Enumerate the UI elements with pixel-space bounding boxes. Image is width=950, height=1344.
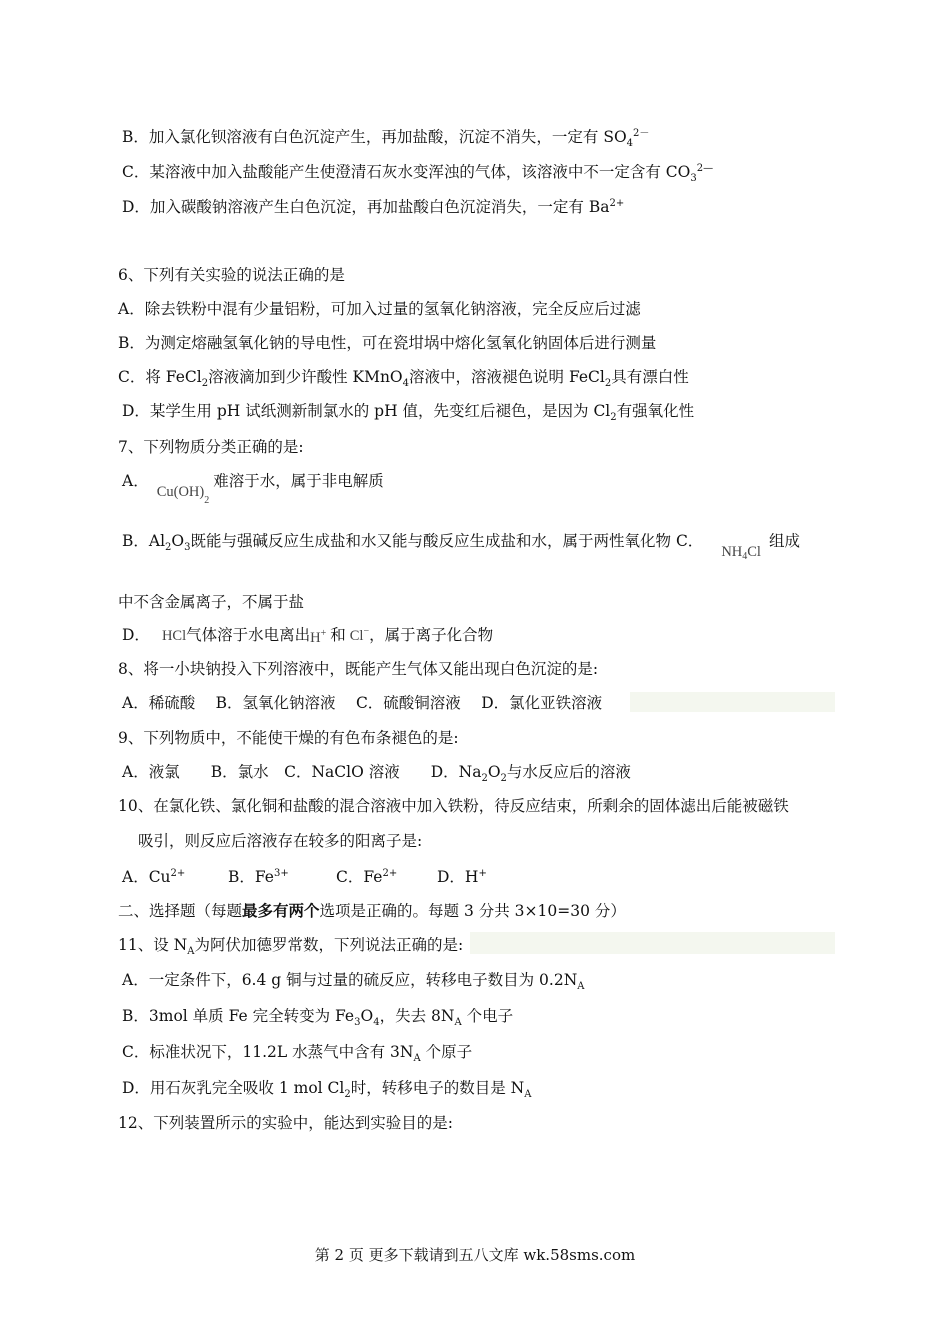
q10-option-b: B．$Fe^{3+}$ [228,867,289,886]
q12-stem: 12、下列装置所示的实验中，能达到实验目的是: [118,1114,453,1132]
page-footer: 第 2 页 更多下载请到五八文库 wk.58sms.com [314,1246,636,1264]
q10-option-c: C．$Fe^{2+}$ [336,867,398,886]
q11-stem: 11、设 $N_A$为阿伏加德罗常数，下列说法正确的是: [118,936,464,958]
q7-option-a: A．$Cu(OH)_2$难溶于水，属于非电解质 [122,472,384,506]
q7-option-d: D． HCl气体溶于水电离出H+ 和 Cl−，属于离子化合物 [122,626,494,646]
q10-option-d: D．H+ [437,867,487,886]
q10-stem-line1: 10、在氯化铁、氯化铜和盐酸的混合溶液中加入铁粉，待反应结束，所剩余的固体滤出后能被磁铁 [118,797,789,815]
scan-shade [470,932,835,954]
section-2-heading: 二、选择题（每题最多有两个选项是正确的。每题 3 分共 3×10=30 分） [118,901,626,920]
scan-shade [630,692,835,712]
q6-option-b: B．为测定熔融氢氧化钠的导电性，可在瓷坩埚中熔化氢氧化钠固体后进行测量 [118,334,657,352]
q7-option-c-continued: 中不含金属离子，不属于盐 [118,593,305,611]
q9-options: A．液氯 B．氯水 C．NaClO 溶液 D．$Na_2O_2$与水反应后的溶液 [122,763,631,785]
q5-option-b: B．加入氯化钡溶液有白色沉淀产生，再加盐酸，沉淀不消失，一定有 $SO_4^{2-}$ [122,127,650,150]
q5-option-c: C．某溶液中加入盐酸能产生使澄清石灰水变浑浊的气体，该溶液中不一定含有 $CO_3^{2—}$ [122,162,714,185]
q11-option-a: A．一定条件下，6.4 g 铜与过量的硫反应，转移电子数目为 $0.2N_A$ [122,971,585,993]
formula-cu-oh-2: $Cu(OH)_2$ [156,484,210,506]
q11-option-d: D．用石灰乳完全吸收 1 mol $Cl_2$时，转移电子的数目是 $N_A$ [122,1079,532,1101]
q8-stem: 8、将一小块钠投入下列溶液中，既能产生气体又能出现白色沉淀的是: [118,660,599,678]
q5-option-d: D．加入碳酸钠溶液产生白色沉淀，再加盐酸白色沉淀消失，一定有 $Ba^{2+}$ [122,197,625,216]
formula-nh4cl: $NH_4Cl$ [721,544,761,562]
q6-option-d: D．某学生用 pH 试纸测新制氯水的 pH 值，先变红后褪色，是因为 $Cl_2$有强氧化性 [122,402,695,424]
q6-stem: 6、下列有关实验的说法正确的是 [118,266,345,284]
q10-option-a: A．$Cu^{2+}$ [122,867,186,886]
q11-option-b: B．3mol 单质 Fe 完全转变为 $Fe_3O_4$，失去 $8N_A$ 个电子 [122,1007,514,1029]
q8-options: A．稀硫酸 B．氢氧化钠溶液 C．硫酸铜溶液 D．氯化亚铁溶液 [122,694,603,712]
q6-option-a: A．除去铁粉中混有少量铝粉，可加入过量的氢氧化钠溶液，完全反应后过滤 [118,300,641,318]
q7-stem: 7、下列物质分类正确的是: [118,438,304,456]
q7-option-b: B．$Al_2O_3$既能与强碱反应生成盐和水又能与酸反应生成盐和水，属于两性氧化物 C．$NH_4Cl$组成 [122,532,800,562]
q6-option-c: C．将 FeCl$_2$溶液滴加到少许酸性 KMnO$_4$溶液中，溶液褪色说明 FeCl$_2$具有漂白性 [118,368,689,390]
q11-option-c: C．标准状况下，11.2L 水蒸气中含有 $3N_A$ 个原子 [122,1043,473,1065]
q9-stem: 9、下列物质中，不能使干燥的有色布条褪色的是: [118,729,459,747]
q10-stem-line2: 吸引，则反应后溶液存在较多的阳离子是: [138,832,423,850]
